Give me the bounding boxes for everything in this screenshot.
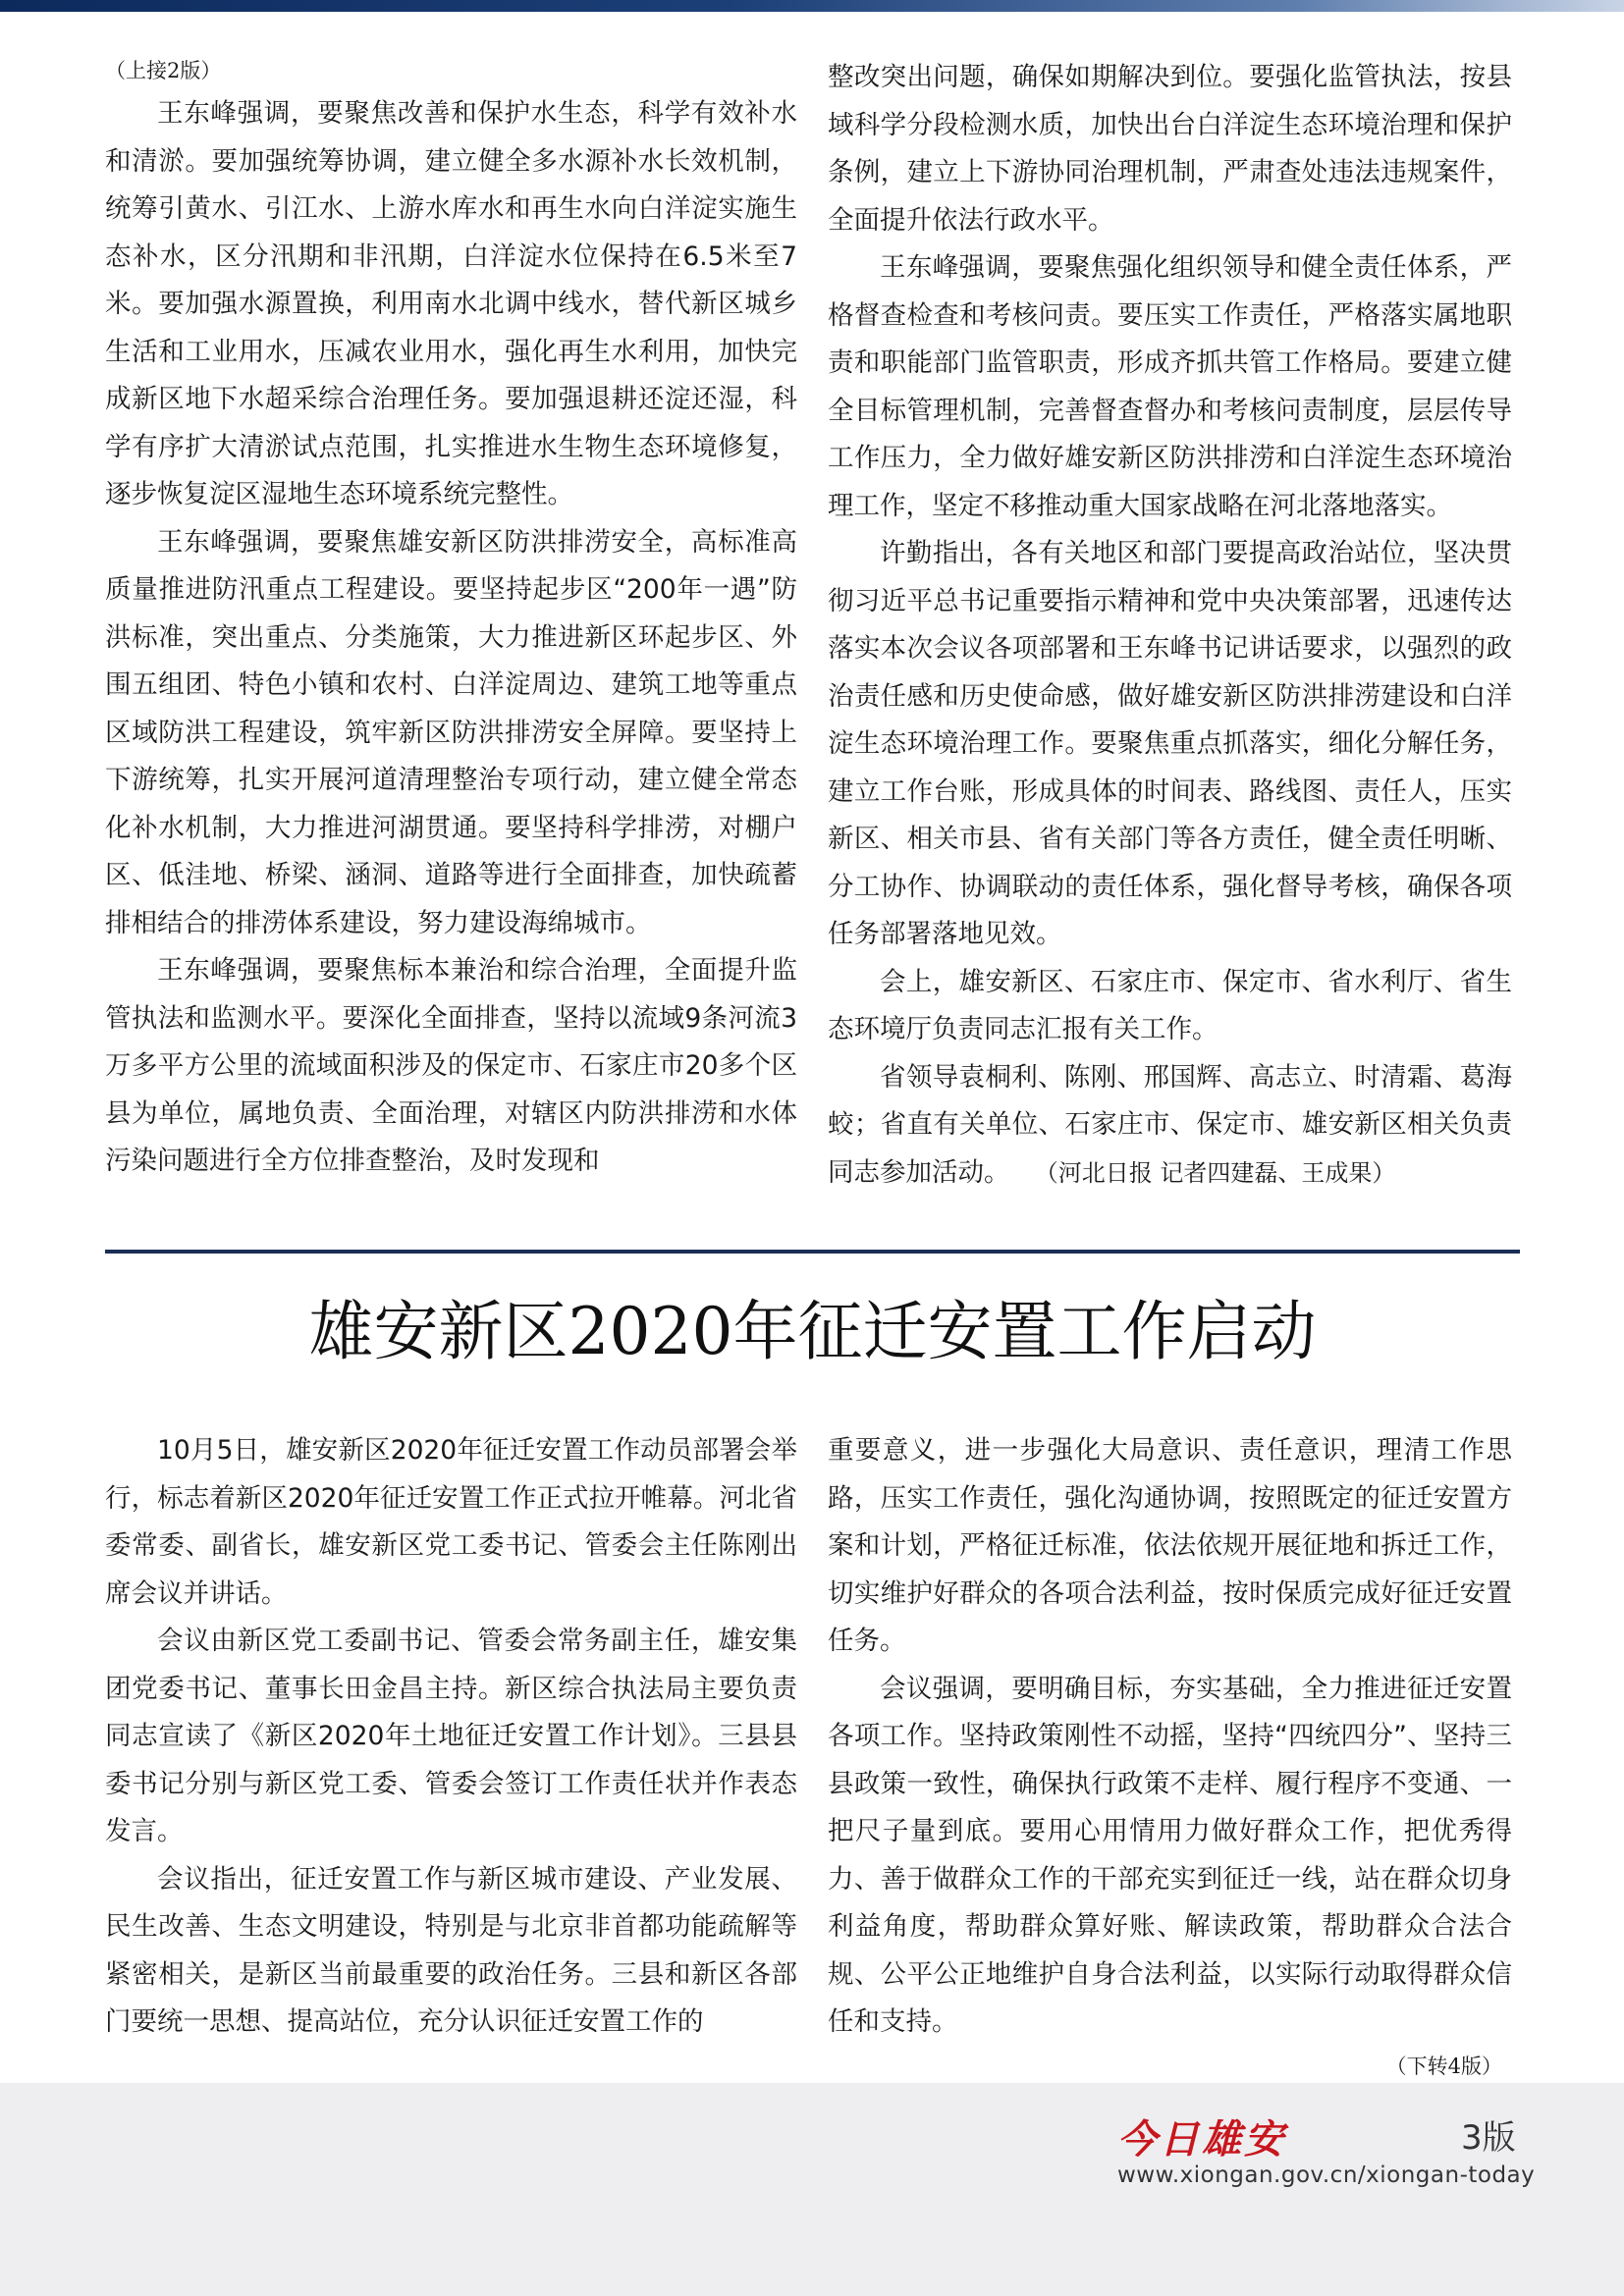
- continued-to-note: （下转4版）: [1385, 2054, 1502, 2078]
- publication-logo: 今日雄安: [1117, 2116, 1286, 2163]
- continued-from-note: （上接2版）: [105, 59, 222, 82]
- bottom-article-headline: 雄安新区2020年征迁安置工作启动: [308, 1294, 1317, 1369]
- top-article-right-column: [828, 54, 1512, 1197]
- article-paragraph: 王东峰强调，要聚焦强化组织领导和健全责任体系，严格督查检查和考核问责。要压实工作责任，严格落实属地职责和职能部门监管职责，形成齐抓共管工作格局。要建立健全目标管理机制，完善督查督办和考核问责制度，层层传导工作压力，全力做好雄安新区防洪排涝和白洋淀生态环境治理工作，坚定不移推动重大国家战略在河北落地落实。: [828, 252, 1512, 521]
- article-paragraph: 会议由新区党工委副书记、管委会常务副主任，雄安集团党委书记、董事长田金昌主持。新区综合执法局主要负责同志宣读了《新区2020年土地征迁安置工作计划》。三县县委书记分别与新区党工委、管委会签订工作责任状并作表态发言。: [105, 1626, 797, 1846]
- article-paragraph: 会上，雄安新区、石家庄市、保定市、省水利厅、省生态环境厅负责同志汇报有关工作。: [828, 966, 1512, 1044]
- publication-url: www.xiongan.gov.cn/xiongan-today: [1117, 2163, 1536, 2188]
- article-paragraph: 王东峰强调，要聚焦雄安新区防洪排涝安全，高标准高质量推进防汛重点工程建设。要坚持起步区“200年一遇”防洪标准，突出重点、分类施策，大力推进新区环起步区、外围五组团、特色小镇和农村、白洋淀周边、建筑工地等重点区域防洪工程建设，筑牢新区防洪排涝安全屏障。要坚持上下游统筹，扎实开展河道清理整治专项行动，建立健全常态化补水机制，大力推进河湖贯通。要坚持科学排涝，对棚户区、低洼地、桥梁、涵洞、道路等进行全面排查，加快疏蓄排相结合的排涝体系建设，努力建设海绵城市。: [105, 526, 797, 938]
- section-divider: [105, 1250, 1520, 1254]
- top-color-band: [0, 0, 1624, 12]
- bottom-article-right-column: [828, 1427, 1512, 2086]
- article-paragraph: 许勤指出，各有关地区和部门要提高政治站位，坚决贯彻习近平总书记重要指示精神和党中央决策部署，迅速传达落实本次会议各项部署和王东峰书记讲话要求，以强烈的政治责任感和历史使命感，做好雄安新区防洪排涝建设和白洋淀生态环境治理工作。要聚焦重点抓落实，细化分解任务，建立工作台账，形成具体的时间表、路线图、责任人，压实新区、相关市县、省有关部门等各方责任，健全责任明晰、分工协作、协调联动的责任体系，强化督导考核，确保各项任务部署落地见效。: [828, 538, 1512, 949]
- article-source: （河北日报 记者四建磊、王成果）: [1034, 1158, 1396, 1187]
- bottom-article-left-column: [105, 1427, 797, 2047]
- top-article-left-column: [105, 51, 797, 1186]
- article-paragraph: 王东峰强调，要聚焦标本兼治和综合治理，全面提升监管执法和监测水平。要深化全面排查，坚持以流域9条河流3万多平方公里的流域面积涉及的保定市、石家庄市20多个区县为单位，属地负责、全面治理，对辖区内防洪排涝和水体污染问题进行全方位排查整治，及时发现和: [105, 955, 797, 1176]
- article-paragraph: 会议强调，要明确目标，夯实基础，全力推进征迁安置各项工作。坚持政策刚性不动摇，坚持“四统四分”、坚持三县政策一致性，确保执行政策不走样、履行程序不变通、一把尺子量到底。要用心用情用力做好群众工作，把优秀得力、善于做群众工作的干部充实到征迁一线，站在群众切身利益角度，帮助群众算好账、解读政策，帮助群众合法合规、公平公正地维护自身合法利益，以实际行动取得群众信任和支持。: [828, 1673, 1512, 2037]
- article-paragraph: 整改突出问题，确保如期解决到位。要强化监管执法，按县域科学分段检测水质，加快出台白洋淀生态环境治理和保护条例，建立上下游协同治理机制，严肃查处违法违规案件，全面提升依法行政水平。: [828, 62, 1512, 236]
- article-paragraph: 会议指出，征迁安置工作与新区城市建设、产业发展、民生改善、生态文明建设，特别是与北京非首都功能疏解等紧密相关，是新区当前最重要的政治任务。三县和新区各部门要统一思想、提高站位，充分认识征迁安置工作的: [105, 1863, 797, 2037]
- article-paragraph: 重要意义，进一步强化大局意识、责任意识，理清工作思路，压实工作责任，强化沟通协调，按照既定的征迁安置方案和计划，严格征迁标准，依法依规开展征地和拆迁工作，切实维护好群众的各项合法利益，按时保质完成好征迁安置任务。: [828, 1435, 1512, 1656]
- page-footer: [0, 2083, 1624, 2296]
- page-number: 3版: [1461, 2118, 1516, 2158]
- article-paragraph: 王东峰强调，要聚焦改善和保护水生态，科学有效补水和清淤。要加强统筹协调，建立健全多水源补水长效机制，统筹引黄水、引江水、上游水库水和再生水向白洋淀实施生态补水，区分汛期和非汛期，白洋淀水位保持在6.5米至7米。要加强水源置换，利用南水北调中线水，替代新区城乡生活和工业用水，压减农业用水，强化再生水利用，加快完成新区地下水超采综合治理任务。要加强退耕还淀还湿，科学有序扩大清淤试点范围，扎实推进水生物生态环境修复，逐步恢复淀区湿地生态环境系统完整性。: [105, 98, 797, 509]
- article-paragraph-text: 省领导袁桐利、陈刚、邢国辉、高志立、时清霜、葛海蛟；省直有关单位、石家庄市、保定市、雄安新区相关负责同志参加活动。: [828, 1061, 1512, 1188]
- article-paragraph: 10月5日，雄安新区2020年征迁安置工作动员部署会举行，标志着新区2020年征迁安置工作正式拉开帷幕。河北省委常委、副省长，雄安新区党工委书记、管委会主任陈刚出席会议并讲话。: [105, 1435, 797, 1609]
- article-paragraph-signed: [828, 1054, 1512, 1198]
